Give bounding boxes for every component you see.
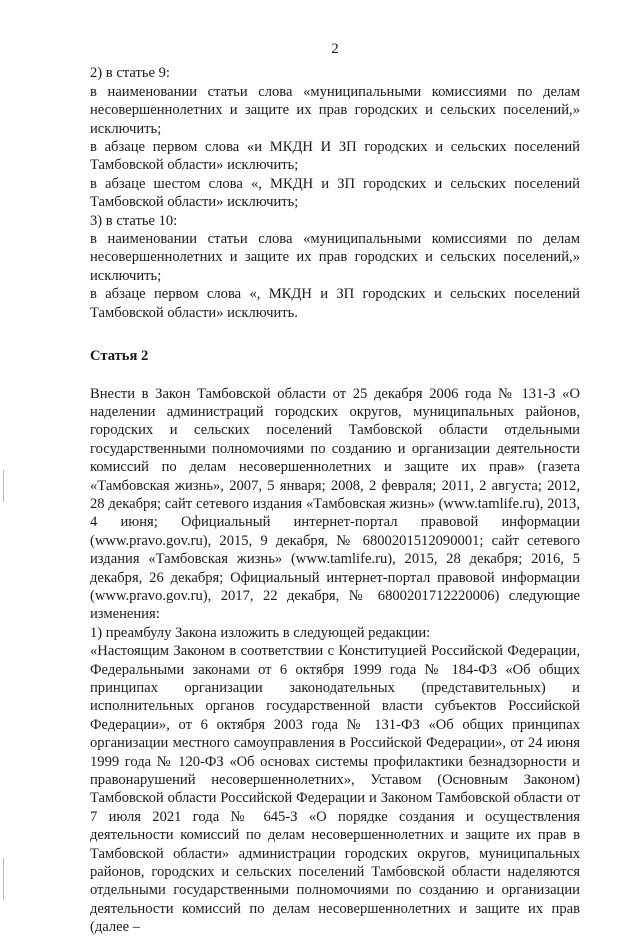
paragraph-amendment-intro: Внести в Закон Тамбовской области от 25 декабря 2006 года № 131-З «О наделении администраций городских округов, муниципальных районов, городских и сельских поселений Тамбовской области отдельными государственными полномочиями по созданию и организации деятельности комиссий по делам несовершеннолетних и защите их прав» (газета «Тамбовская жизнь», 2007, 5 января; 2008, 2 февраля; 2011, 2 августа; 2012, 28 декабря; сайт сетевого издания «Тамбовская жизнь» (www.tamlife.ru), 2013, 4 июня; Официальный интернет-портал правовой информации (www.pravo.gov.ru), 2015, 9 декабря, № 6800201512090001; сайт сетевого издания «Тамбовская жизнь» (www.tamlife.ru), 2015, 28 декабря; 2016, 5 декабря, 26 декабря; Официальный интернет-портал правовой информации (www.pravo.gov.ru), 2017, 22 декабря, № 6800201712220006) следующие изменения: — [90, 385, 580, 623]
section-title-article-2: Статья 2 — [90, 348, 149, 365]
paragraph-preamble-item: 1) преамбулу Закона изложить в следующей редакции: — [90, 624, 431, 641]
paragraph-article-9-sixth: в абзаце шестом слова «, МКДН и ЗП городских и сельских поселений Тамбовской области» исключить; — [90, 175, 580, 211]
paragraph-article-10-title: в наименовании статьи слова «муниципальными комиссиями по делам несовершеннолетних и защите их прав городских и сельских поселений,» исключить; — [90, 231, 580, 284]
paragraph-article-10-first: в абзаце первом слова «, МКДН и ЗП городских и сельских поселений Тамбовской области» исключить. — [90, 286, 580, 321]
page-number: 2 — [331, 41, 339, 57]
scan-margin-line-bottom — [3, 858, 4, 900]
paragraph-item-2: 2) в статье 9: — [90, 65, 170, 82]
paragraph-preamble-text: «Настоящим Законом в соответствии с Конституцией Российской Федерации, Федеральными законами от 6 октября 1999 года № 184-ФЗ «Об общих принципах организации законодательных (представительных) и исполнительных органов государственной власти субъектов Российской Федерации», от 6 октября 2003 года № 131-ФЗ «Об общих принципах организации местного самоуправления в Российской Федерации», от 24 июня 1999 года № 120-ФЗ «Об основах системы профилактики безнадзорности и правонарушений несовершеннолетних», Уставом (Основным Законом) Тамбовской области Российской Федерации и Законом Тамбовской области от 7 июля 2021 года № 645-З «О порядке создания и осуществления деятельности комиссий по делам несовершеннолетних и защите их прав в Тамбовской области» администрации городских округов, муниципальных районов, городских и сельских поселений Тамбовской области наделяются отдельными государственными полномочиями по созданию и организации деятельности комиссий по делам несовершеннолетних и защите их прав (далее – — [90, 643, 580, 936]
scan-margin-line-top — [3, 470, 4, 502]
document-page — [90, 40, 580, 937]
paragraph-article-9-title: в наименовании статьи слова «муниципальными комиссиями по делам несовершеннолетних и защите их прав городских и сельских поселений,» исключить; — [90, 83, 580, 137]
paragraph-item-3: 3) в статье 10: — [90, 212, 178, 229]
paragraph-article-9-first: в абзаце первом слова «и МКДН И ЗП городских и сельских поселений Тамбовской области» исключить; — [90, 139, 580, 174]
